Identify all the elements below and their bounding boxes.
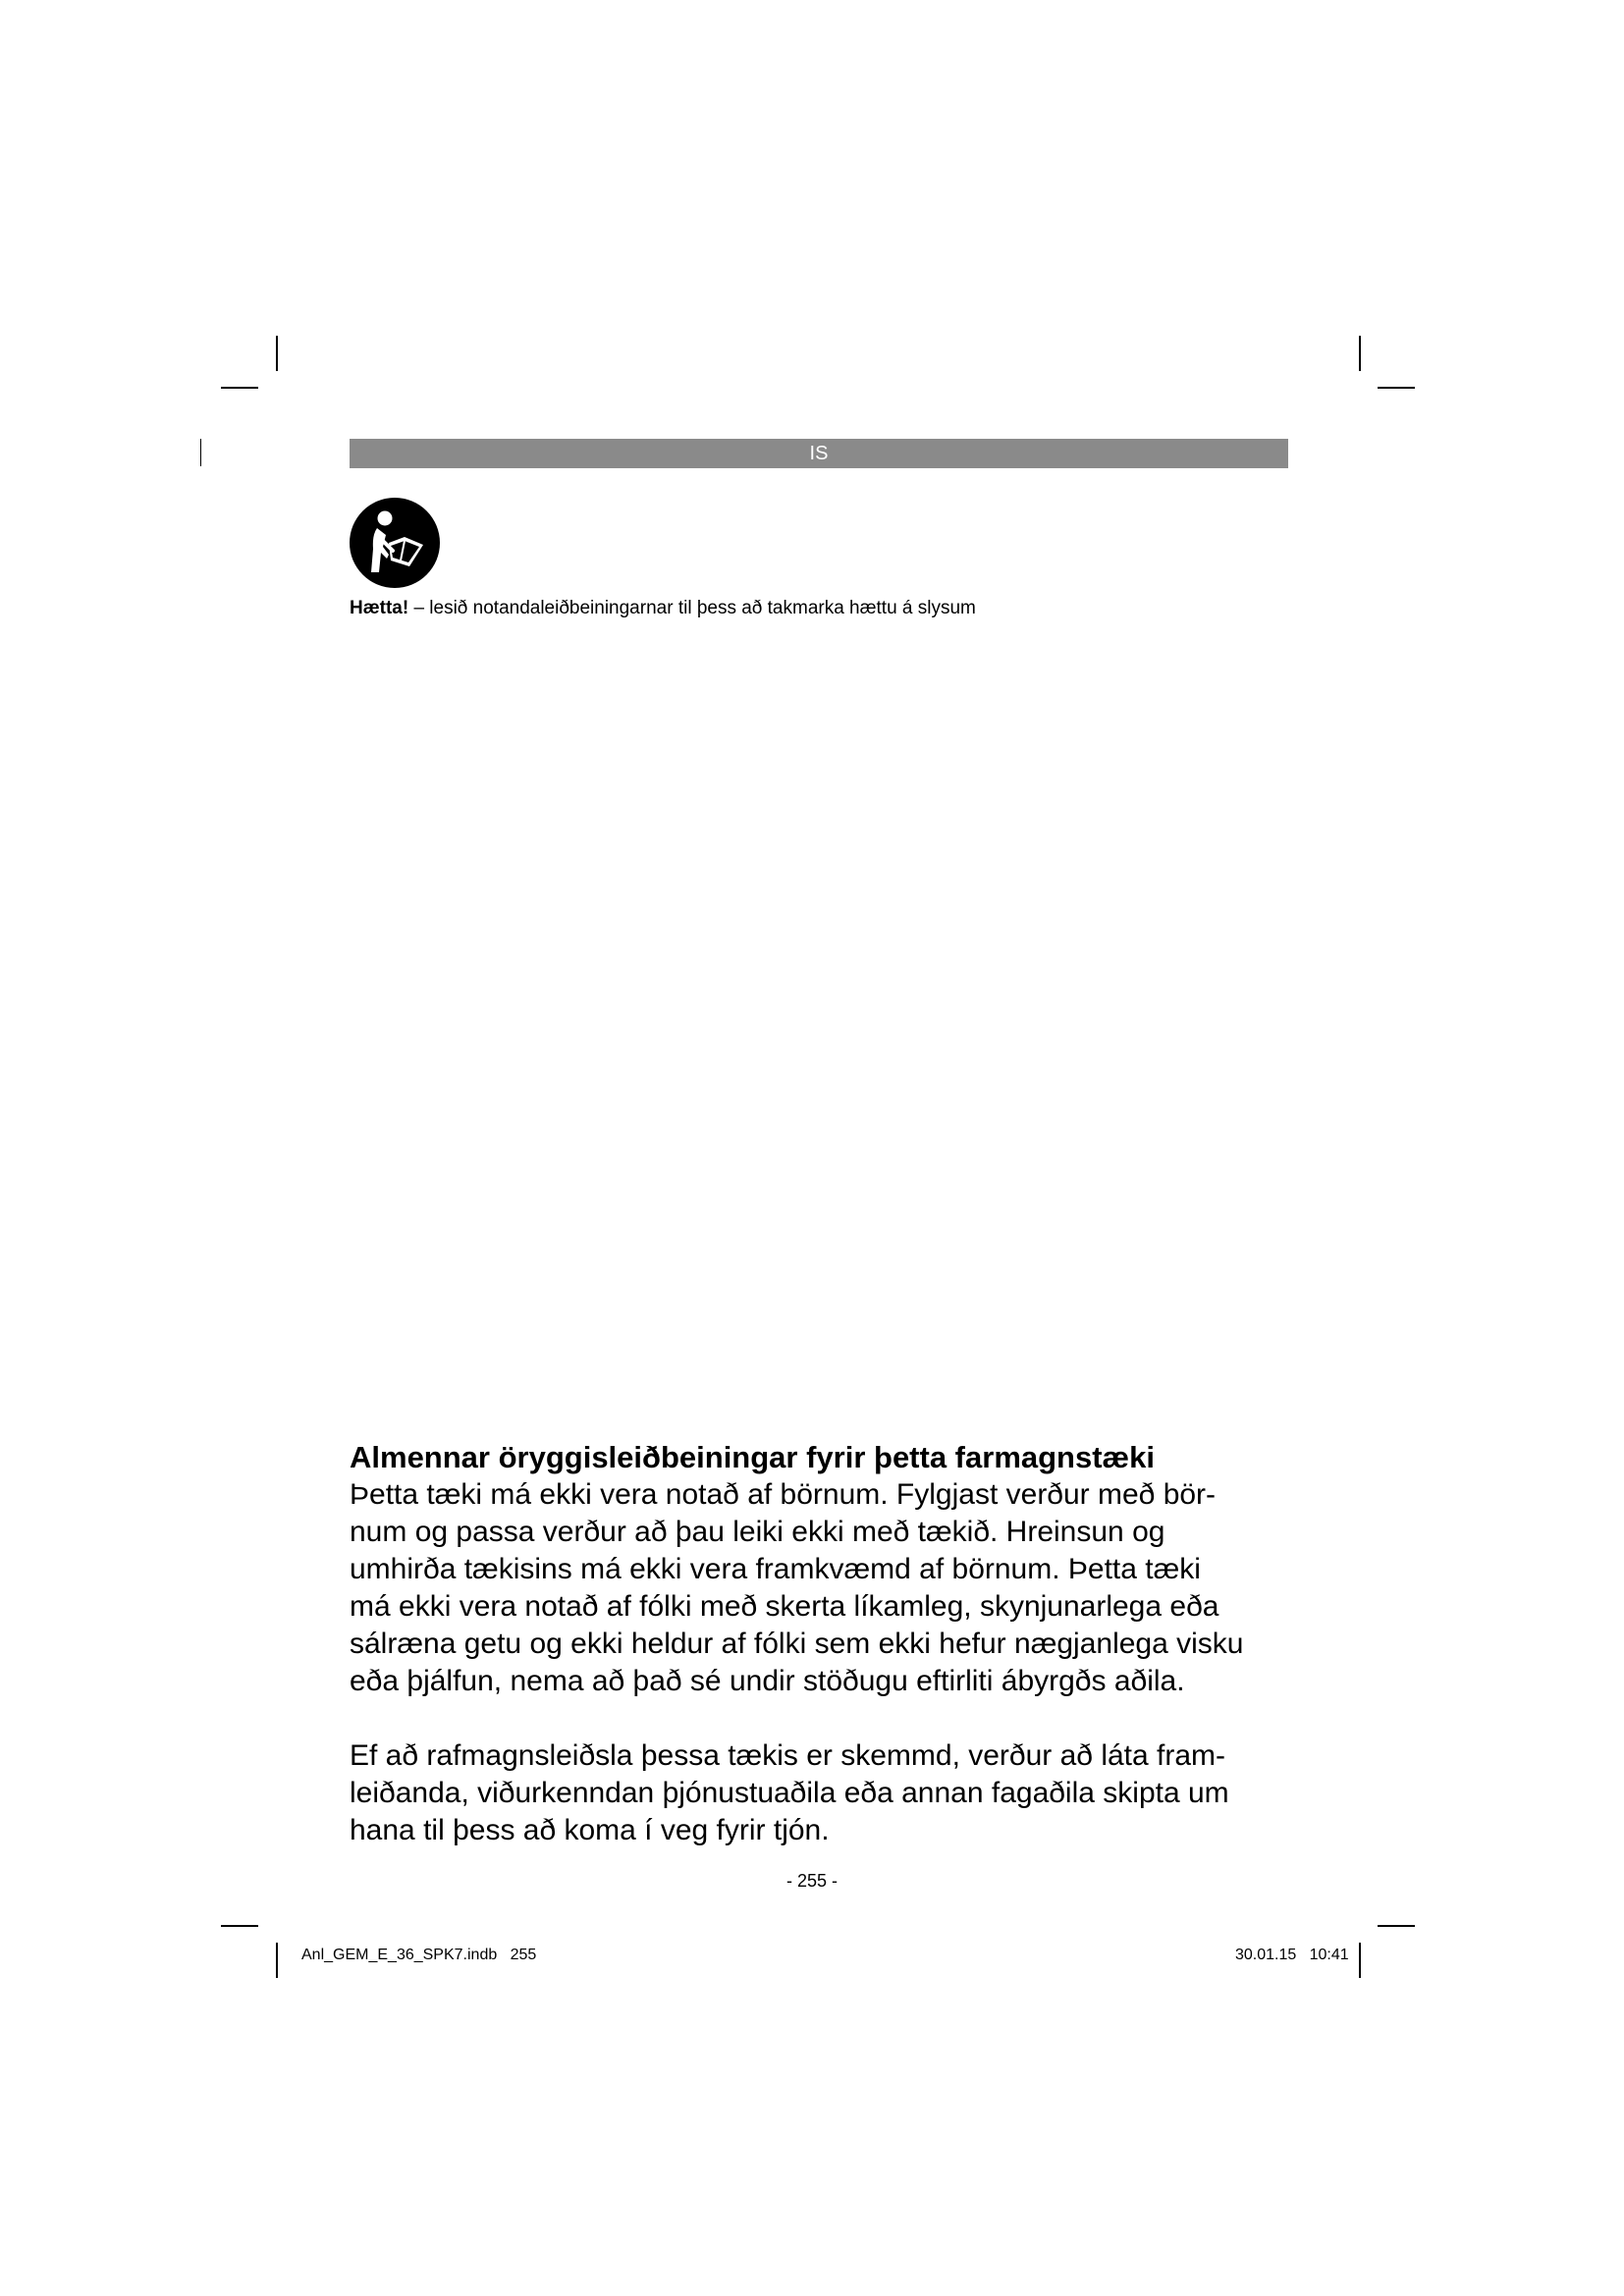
crop-mark xyxy=(221,387,258,389)
text-line: hana til þess að koma í veg fyrir tjón. xyxy=(350,1814,830,1846)
paragraph-power-cord xyxy=(350,1737,1292,1849)
crop-mark xyxy=(1359,336,1361,371)
text-line: Ef að rafmagnsleiðsla þessa tækis er skemmd, verður að láta fram- xyxy=(350,1739,1226,1772)
crop-mark xyxy=(1378,1925,1415,1927)
section-title: Almennar öryggisleiðbeiningar fyrir þetta farmagnstæki xyxy=(350,1440,1155,1474)
date-time: 30.01.15 10:41 xyxy=(1235,1947,1349,1963)
crop-mark xyxy=(221,1925,258,1927)
paragraph-children xyxy=(350,1476,1292,1700)
text-line: eða þjálfun, nema að það sé undir stöðugu eftirliti ábyrgðs aðila. xyxy=(350,1665,1185,1697)
language-code: IS xyxy=(809,443,829,464)
text-line: leiðanda, viðurkenndan þjónustuaðila eða annan fagaðila skipta um xyxy=(350,1777,1229,1809)
crop-mark xyxy=(1359,1943,1361,1978)
crop-mark xyxy=(276,336,278,371)
warning-message: – lesið notandaleiðbeiningarnar til þess að takmarka hættu á slysum xyxy=(408,598,976,618)
crop-mark xyxy=(1378,387,1415,389)
text-line: umhirða tækisins má ekki vera framkvæmd af börnum. Þetta tæki xyxy=(350,1553,1201,1585)
safety-section xyxy=(350,1439,1292,1849)
crop-mark xyxy=(276,1943,278,1978)
crop-mark xyxy=(200,439,201,466)
file-slug: Anl_GEM_E_36_SPK7.indb 255 xyxy=(301,1947,537,1963)
page-number: - 255 - xyxy=(785,1871,839,1891)
language-bar xyxy=(350,439,1288,468)
read-manual-icon xyxy=(350,498,440,588)
warning-label: Hætta! xyxy=(350,598,409,618)
text-line: má ekki vera notað af fólki með skerta líkamleg, skynjunarlega eða xyxy=(350,1590,1219,1623)
warning-text xyxy=(350,597,976,620)
text-line: num og passa verður að þau leiki ekki með tækið. Hreinsun og xyxy=(350,1516,1165,1548)
text-line: Þetta tæki má ekki vera notað af börnum. Fylgjast verður með bör- xyxy=(350,1478,1217,1511)
text-line: sálræna getu og ekki heldur af fólki sem ekki hefur nægjanlega visku xyxy=(350,1628,1244,1660)
